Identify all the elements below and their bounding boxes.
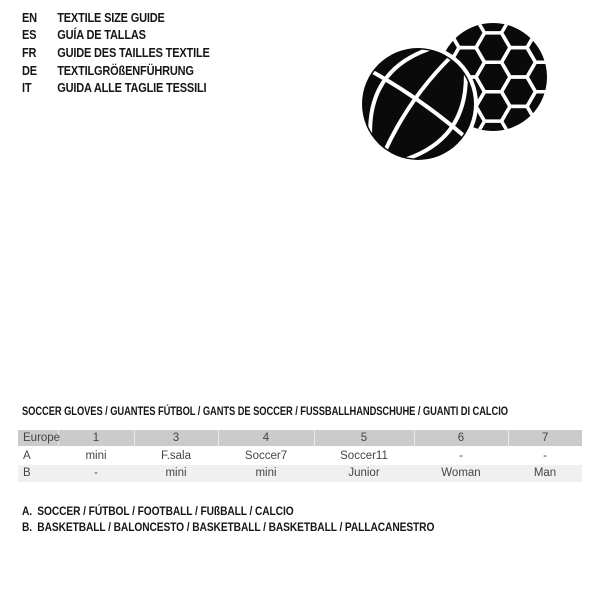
size-guide-section	[18, 404, 582, 536]
language-label: GUIDA ALLE TAGLIE TESSILI	[57, 81, 207, 96]
table-header-cell: 5	[314, 430, 414, 447]
footnote-letter: B.	[22, 520, 33, 534]
language-label: GUÍA DE TALLAS	[57, 28, 146, 43]
table-cell: -	[94, 467, 98, 480]
table-header-cell: 3	[134, 430, 218, 447]
footnote	[22, 519, 498, 536]
table-header-cell: 4	[218, 430, 314, 447]
row-label: B	[23, 467, 31, 480]
language-code: EN	[22, 10, 37, 25]
table-cell: Woman	[441, 467, 481, 480]
footnote-letter: A.	[22, 503, 33, 518]
table-header-cell: 6	[414, 430, 508, 447]
table-cell: Soccer7	[244, 449, 288, 462]
balls-illustration	[358, 18, 553, 168]
table-header-cell: 1	[58, 430, 134, 447]
language-label: TEXTILE SIZE GUIDE	[57, 10, 165, 25]
table-cell: mini	[255, 467, 277, 480]
language-code: DE	[22, 63, 37, 78]
table-cell: -	[543, 449, 547, 462]
table-header-row	[18, 430, 582, 447]
language-list	[22, 9, 210, 97]
table-header-cell: Europe	[18, 430, 58, 447]
table-cell: F.sala	[160, 449, 192, 462]
language-code: ES	[22, 28, 37, 43]
language-row	[22, 9, 210, 27]
table-cell: Junior	[348, 467, 380, 480]
language-code: IT	[22, 81, 32, 96]
table-row	[18, 465, 582, 482]
table-cell: -	[459, 449, 463, 462]
table-row	[18, 447, 582, 465]
table-header-cell: 7	[508, 430, 582, 447]
row-label: A	[23, 449, 31, 462]
table-cell: mini	[165, 467, 187, 480]
table-cell: Soccer11	[340, 449, 388, 462]
language-row	[22, 27, 210, 45]
language-row	[22, 62, 210, 80]
language-label: GUIDE DES TAILLES TEXTILE	[57, 45, 210, 60]
table-title: SOCCER GLOVES / GUANTES FÚTBOL / GANTS DE SOCCER / FUSSBALLHANDSCHUHE / GUANTI DI CALCIO	[22, 404, 508, 418]
table-cell: Man	[533, 467, 557, 480]
language-label: TEXTILGRÖßENFÜHRUNG	[57, 63, 194, 78]
language-row	[22, 44, 210, 62]
size-table	[18, 430, 582, 482]
footnotes	[22, 503, 498, 536]
footnote-text: SOCCER / FÚTBOL / FOOTBALL / FUßBALL / CALCIO	[37, 503, 294, 518]
language-row	[22, 79, 210, 97]
footnote-text: BASKETBALL / BALONCESTO / BASKETBALL / BASKETBALL / PALLACANESTRO	[37, 520, 435, 534]
language-code: FR	[22, 45, 37, 60]
table-cell: mini	[85, 449, 107, 462]
footnote	[22, 503, 498, 520]
